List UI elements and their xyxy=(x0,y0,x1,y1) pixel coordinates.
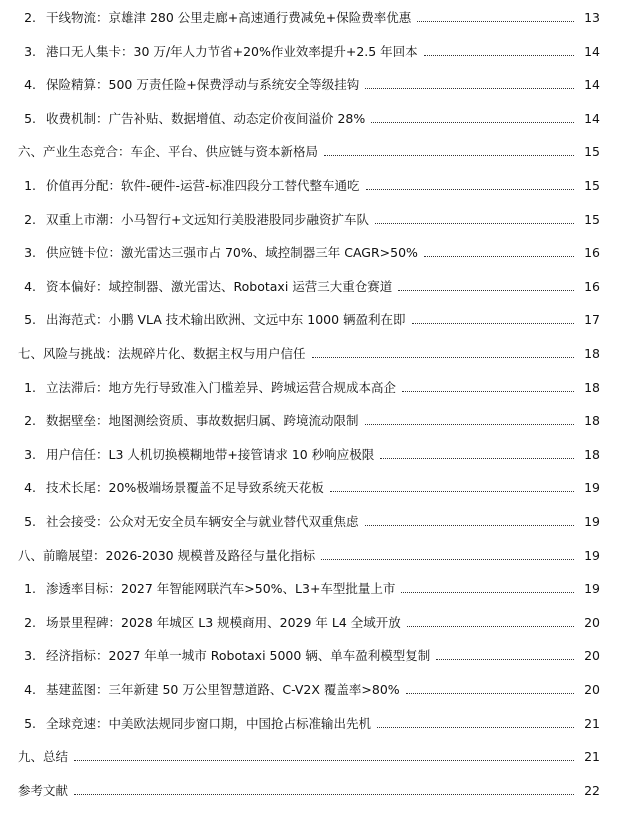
toc-entry-title: 经济指标：2027 年单一城市 Robotaxi 5000 辆、单车盈利模型复制 xyxy=(46,648,431,664)
toc-subentry[interactable] xyxy=(0,275,620,295)
dot-leader xyxy=(365,88,574,89)
toc-page-number: 19 xyxy=(584,547,600,563)
toc-entry-title: 社会接受：公众对无安全员车辆安全与就业替代双重焦虑 xyxy=(46,514,359,529)
toc-subentry[interactable] xyxy=(0,611,620,631)
dot-leader xyxy=(312,357,574,358)
toc-entry-title: 用户信任：L3 人机切换模糊地带+接管请求 10 秒响应极限 xyxy=(46,446,375,462)
dot-leader xyxy=(412,323,574,324)
toc-subentry[interactable] xyxy=(0,678,620,698)
toc-entry-title: 九、总结 xyxy=(18,749,69,765)
toc-page-number: 18 xyxy=(584,446,600,462)
toc-section-heading[interactable] xyxy=(0,544,620,564)
toc-page-number: 20 xyxy=(584,648,600,664)
toc-entry-title: 出海范式：小鹏 VLA 技术输出欧洲、文远中东 1000 辆盈利在即 xyxy=(46,312,406,328)
toc-subentry[interactable] xyxy=(0,107,620,127)
dot-leader xyxy=(324,155,574,156)
dot-leader xyxy=(398,290,574,291)
toc-page-number: 17 xyxy=(584,312,600,328)
toc-page-number: 21 xyxy=(584,715,600,731)
dot-leader xyxy=(321,559,574,560)
toc-entry-number: 4. xyxy=(24,278,36,294)
toc-page-number: 20 xyxy=(584,682,600,697)
dot-leader xyxy=(436,659,574,660)
toc-entry[interactable] xyxy=(0,779,620,799)
toc-entry-number: 2. xyxy=(24,10,36,25)
toc-entry-title: 基建蓝图：三年新建 50 万公里智慧道路、C-V2X 覆盖率>80% xyxy=(46,682,400,697)
toc-subentry[interactable] xyxy=(0,712,620,732)
toc-subentry[interactable] xyxy=(0,409,620,429)
dot-leader xyxy=(417,21,574,22)
toc-page-number: 15 xyxy=(584,178,600,193)
toc-page-number: 18 xyxy=(584,413,600,429)
toc-page-number: 19 xyxy=(584,480,600,496)
dot-leader xyxy=(365,525,574,526)
dot-leader xyxy=(365,424,574,425)
toc-subentry[interactable] xyxy=(0,577,620,597)
toc-entry-number: 4. xyxy=(24,77,36,93)
toc-section-heading[interactable] xyxy=(0,745,620,765)
toc-subentry[interactable] xyxy=(0,376,620,396)
toc-subentry[interactable] xyxy=(0,208,620,228)
toc-page-number: 15 xyxy=(584,144,600,160)
toc-entry-title: 参考文献 xyxy=(18,782,69,798)
toc-entry-title: 干线物流：京雄津 280 公里走廊+高速通行费减免+保险费率优惠 xyxy=(46,10,412,25)
toc-section-heading[interactable] xyxy=(0,342,620,362)
toc-subentry[interactable] xyxy=(0,308,620,328)
toc-entry-title: 保险精算：500 万责任险+保费浮动与系统安全等级挂钩 xyxy=(46,77,360,93)
toc-subentry[interactable] xyxy=(0,510,620,530)
toc-entry-title: 六、产业生态竞合：车企、平台、供应链与资本新格局 xyxy=(18,144,319,160)
toc-entry-number: 1. xyxy=(24,178,36,193)
toc-subentry[interactable] xyxy=(0,73,620,93)
toc-entry-title: 数据壁垒：地图测绘资质、事故数据归属、跨境流动限制 xyxy=(46,413,359,429)
toc-page-number: 20 xyxy=(584,614,600,630)
dot-leader xyxy=(407,626,574,627)
toc-entry-number: 2. xyxy=(24,614,36,630)
toc-entry-number: 3. xyxy=(24,245,36,261)
toc-page-number: 15 xyxy=(584,211,600,227)
toc-entry-title: 立法滞后：地方先行导致准入门槛差异、跨城运营合规成本高企 xyxy=(46,379,397,395)
toc-section-heading[interactable] xyxy=(0,140,620,160)
dot-leader xyxy=(406,693,574,694)
toc-entry-number: 4. xyxy=(24,682,36,697)
dot-leader xyxy=(74,794,574,795)
toc-entry-number: 2. xyxy=(24,211,36,227)
toc-entry-title: 供应链卡位：激光雷达三强市占 70%、域控制器三年 CAGR>50% xyxy=(46,245,418,261)
toc-page-number: 21 xyxy=(584,749,600,765)
toc-entry-title: 渗透率目标：2027 年智能网联汽车>50%、L3+车型批量上市 xyxy=(46,581,396,597)
dot-leader xyxy=(402,391,574,392)
toc-entry-number: 1. xyxy=(24,581,36,597)
toc-subentry[interactable] xyxy=(0,6,620,26)
dot-leader xyxy=(424,55,574,56)
dot-leader xyxy=(424,256,574,257)
toc-subentry[interactable] xyxy=(0,241,620,261)
dot-leader xyxy=(74,760,574,761)
toc-subentry[interactable] xyxy=(0,644,620,664)
toc-entry-number: 3. xyxy=(24,446,36,462)
toc-page-number: 22 xyxy=(584,782,600,798)
toc-entry-number: 4. xyxy=(24,480,36,496)
toc-entry-title: 收费机制：广告补贴、数据增值、动态定价夜间溢价 28% xyxy=(46,110,366,126)
toc-entry-title: 场景里程碑：2028 年城区 L3 规模商用、2029 年 L4 全域开放 xyxy=(46,614,401,630)
toc-entry-title: 价值再分配：软件-硬件-运营-标准四段分工替代整车通吃 xyxy=(46,178,360,193)
toc-entry-title: 双重上市潮：小马智行+文远知行美股港股同步融资扩车队 xyxy=(46,211,369,227)
dot-leader xyxy=(371,122,574,123)
toc-entry-title: 七、风险与挑战：法规碎片化、数据主权与用户信任 xyxy=(18,346,306,361)
toc-page-number: 14 xyxy=(584,43,600,59)
dot-leader xyxy=(377,727,574,728)
dot-leader xyxy=(380,458,574,459)
toc-entry-title: 技术长尾：20%极端场景覆盖不足导致系统天花板 xyxy=(46,480,324,496)
toc-page-number: 18 xyxy=(584,379,600,395)
toc-subentry[interactable] xyxy=(0,40,620,60)
toc-entry-number: 5. xyxy=(24,514,36,529)
toc-page-number: 14 xyxy=(584,77,600,93)
toc-page-number: 18 xyxy=(584,346,600,361)
toc-subentry[interactable] xyxy=(0,476,620,496)
toc-entry-title: 资本偏好：域控制器、激光雷达、Robotaxi 运营三大重仓赛道 xyxy=(46,278,393,294)
toc-entry-number: 2. xyxy=(24,413,36,429)
toc-entry-number: 3. xyxy=(24,43,36,59)
dot-leader xyxy=(401,592,574,593)
toc-page-number: 19 xyxy=(584,514,600,529)
dot-leader xyxy=(366,189,574,190)
dot-leader xyxy=(375,223,574,224)
toc-page-number: 16 xyxy=(584,245,600,261)
toc-page-number: 14 xyxy=(584,110,600,126)
toc-entry-number: 5. xyxy=(24,110,36,126)
toc-page-number: 13 xyxy=(584,10,600,25)
toc-entry-title: 全球竞速：中美欧法规同步窗口期，中国抢占标准输出先机 xyxy=(46,715,372,731)
toc-page-number: 16 xyxy=(584,278,600,294)
toc-subentry[interactable] xyxy=(0,174,620,194)
toc-entry-number: 1. xyxy=(24,379,36,395)
toc-subentry[interactable] xyxy=(0,443,620,463)
toc-entry-number: 3. xyxy=(24,648,36,664)
toc-entry-number: 5. xyxy=(24,715,36,731)
toc-page-number: 19 xyxy=(584,581,600,597)
toc-entry-title: 八、前瞻展望：2026-2030 规模普及路径与量化指标 xyxy=(18,547,316,563)
dot-leader xyxy=(330,491,574,492)
toc-entry-title: 港口无人集卡：30 万/年人力节省+20%作业效率提升+2.5 年回本 xyxy=(46,43,418,59)
toc-entry-number: 5. xyxy=(24,312,36,328)
